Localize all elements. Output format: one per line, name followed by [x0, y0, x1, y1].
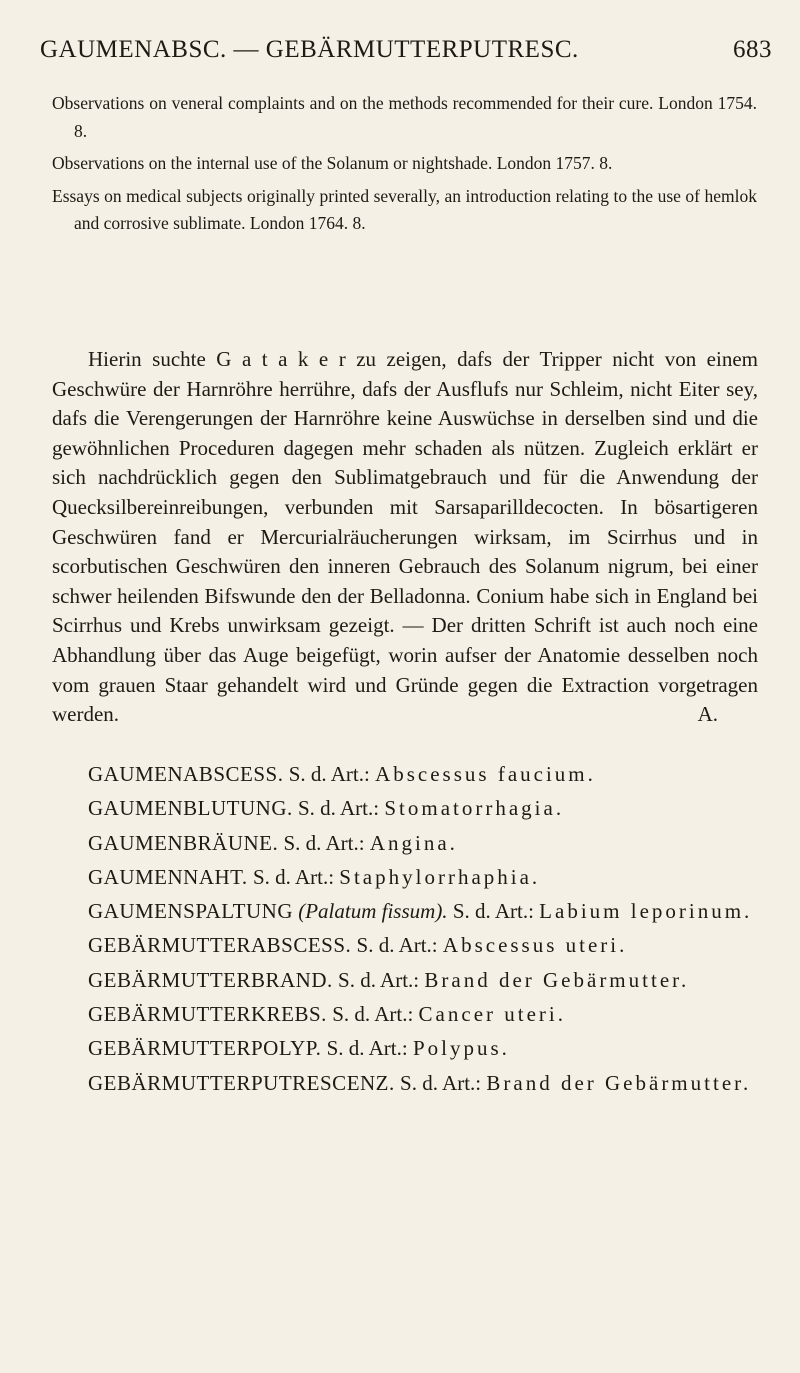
see-reference: S. d. Art.: — [356, 933, 438, 958]
author-mark: A. — [697, 702, 718, 727]
bibliography-entry: Observations on the internal use of the Solanum or nightshade. London 1757. 8. — [52, 153, 613, 173]
headword: GEBÄRMUTTERKREBS. — [88, 1002, 327, 1027]
cross-reference-entry — [52, 863, 758, 892]
reference-target: Brand der Gebärmutter. — [424, 967, 690, 992]
see-reference: S. d. Art.: — [288, 762, 370, 786]
headword: GAUMENABSCESS. — [88, 762, 284, 786]
reference-target: Abscessus uteri. — [442, 933, 628, 958]
see-reference: S. d. Art.: — [338, 967, 420, 992]
see-reference: S. d. Art.: — [332, 1002, 414, 1027]
latin-note: (Palatum fissum). — [298, 899, 448, 924]
headword: GAUMENBLUTUNG. — [88, 796, 293, 821]
see-reference: S. d. Art.: — [283, 830, 365, 855]
paragraph-text: Hierin suchte G a t a k e r zu zeigen, dafs der Tripper nicht von einem Geschwüre der Harnröhre herrühre, dafs der Ausflufs nur Schleim, nicht Eiter sey, dafs die Verengerungen der Harnröhre keine Auswüchse in derselben sind und die gewöhnlichen Proceduren dagegen mehr schaden als nützen. Zugleich erklärt er sich nachdrücklich gegen den Sublimatgebrauch und für die Anwendung der Quecksilbereinreibungen, verbunden mit Sarsaparilldecocten. In bösartigeren Geschwüren fand er Mercurialräucherungen wirksam, im Scirrhus und in scorbutischen Geschwüren den inneren Gebrauch des Solanum nigrum, bei einer schwer heilenden Bifswunde den der Belladonna. Conium habe sich in England bei Scirrhus und Krebs unwirksam gezeigt. — Der dritten Schrift ist auch noch eine Abhandlung über das Auge beigefügt, worin aufser der Anatomie desselben noch vom grauen Staar gehandelt wird und Gründe gegen die Extraction vorgetragen werden. — [52, 347, 758, 727]
cross-reference-entry — [52, 1000, 758, 1029]
cross-reference-entry — [52, 931, 758, 960]
cross-reference-entry — [52, 1034, 758, 1063]
cross-reference-entry — [52, 1069, 758, 1098]
headword: GEBÄRMUTTERPOLYP. — [88, 1036, 322, 1061]
reference-target: Brand der Gebärmutter. — [486, 1070, 752, 1095]
headword: GEBÄRMUTTERPUTRESCENZ. — [88, 1070, 395, 1095]
headword: GEBÄRMUTTERABSCESS. — [88, 933, 352, 958]
reference-target: Polypus. — [412, 1036, 510, 1061]
bibliography-entry: Essays on medical subjects originally printed severally, an introduction relating to the use of hemlok and corrosive sublimate. London 1764. 8. — [52, 185, 757, 233]
cross-reference-entry — [52, 966, 758, 995]
running-header — [40, 36, 772, 64]
bibliography-list — [52, 90, 757, 243]
cross-reference-entry — [52, 829, 758, 858]
running-title: GAUMENABSC. — GEBÄRMUTTERPUTRESC. — [40, 36, 579, 63]
cross-reference-entry — [52, 897, 758, 926]
cross-reference-entry — [52, 760, 758, 789]
headword: GAUMENNAHT. — [88, 864, 248, 889]
reference-target: Labium leporinum. — [539, 899, 753, 924]
see-reference: S. d. Art.: — [326, 1036, 408, 1061]
reference-target: Staphylorrhaphia. — [339, 864, 541, 889]
see-reference: S. d. Art.: — [452, 899, 534, 924]
cross-reference-list — [52, 760, 758, 1103]
page-number: 683 — [733, 36, 772, 63]
headword: GAUMENBRÄUNE. — [88, 830, 279, 855]
reference-target: Angina. — [369, 830, 458, 855]
see-reference: S. d. Art.: — [252, 864, 335, 889]
cross-reference-entry — [52, 794, 758, 823]
reference-target: Cancer uteri. — [418, 1002, 566, 1027]
reference-target: Abscessus faucium. — [375, 762, 596, 786]
article-paragraph — [52, 345, 758, 730]
headword: GAUMENSPALTUNG — [88, 899, 293, 924]
see-reference: S. d. Art.: — [400, 1070, 482, 1095]
headword: GEBÄRMUTTERBRAND. — [88, 967, 333, 992]
reference-target: Stomatorrhagia. — [384, 796, 565, 821]
bibliography-entry: Observations on veneral complaints and on the methods recommended for their cure. London 1754. 8. — [52, 93, 757, 141]
see-reference: S. d. Art.: — [298, 796, 380, 821]
